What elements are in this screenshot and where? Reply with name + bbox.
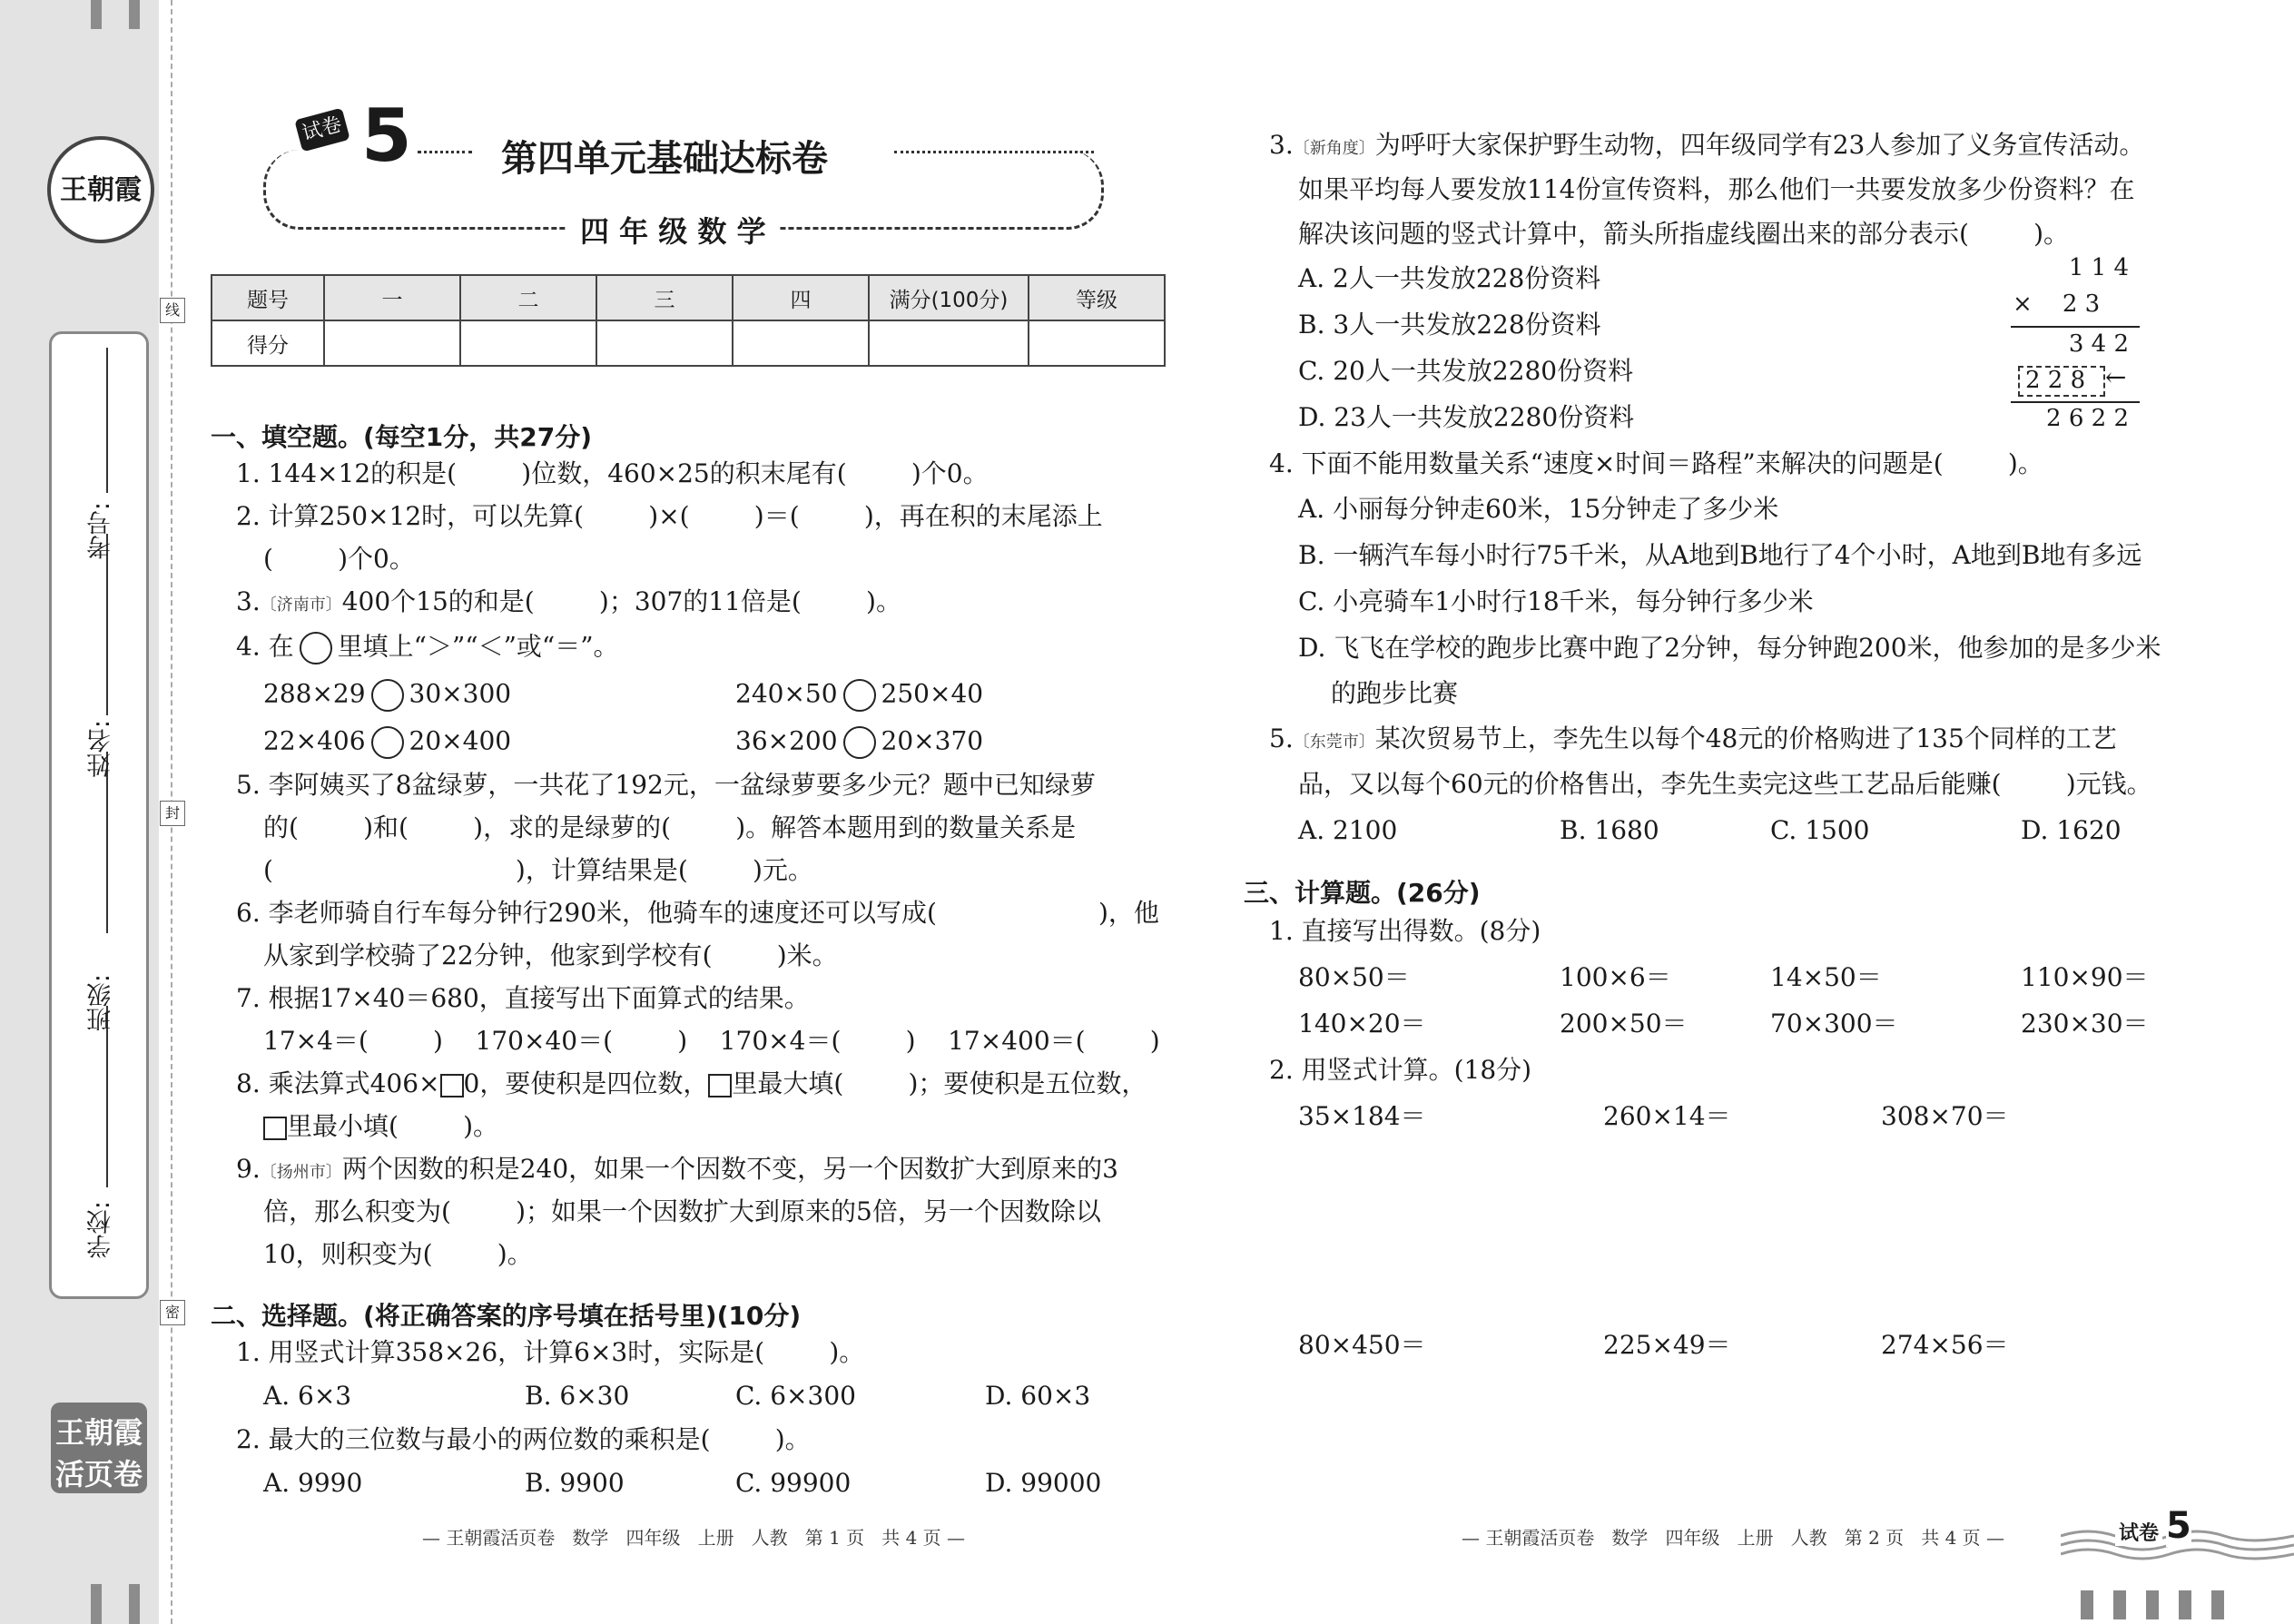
score-cell[interactable] <box>733 320 869 366</box>
option[interactable]: B. 9900 <box>525 1468 625 1498</box>
calc-item[interactable]: 110×90＝ <box>2021 962 2149 992</box>
calc-item[interactable]: 70×300＝ <box>1770 1009 1898 1038</box>
exam-no-field[interactable] <box>106 348 108 493</box>
question-text: 7. 根据17×40＝680，直接写出下面算式的结果。 <box>236 983 810 1013</box>
calc-row: 2 6 2 2 <box>2046 405 2129 432</box>
blank-square-icon[interactable] <box>708 1074 732 1097</box>
blank-square-icon[interactable] <box>440 1074 464 1097</box>
compare-item <box>263 726 511 759</box>
question-body: 里填上“＞”“＜”或“＝”。 <box>337 631 619 662</box>
paper-number: 5 <box>361 94 412 178</box>
option[interactable]: B. 一辆汽车每小时行75千米，从A地到B地行了4个小时，A地到B地有多远 <box>1298 540 2142 570</box>
title-dots <box>418 151 472 153</box>
question-text: 17×4＝( ) 170×40＝( ) 170×4＝( ) 17×400＝( ) <box>263 1026 1160 1056</box>
option[interactable]: D. 60×3 <box>985 1381 1091 1411</box>
calc-divider <box>2011 326 2140 328</box>
question-text <box>236 1068 1147 1098</box>
option[interactable]: D. 23人一共发放2280份资料 <box>1298 402 1635 432</box>
compare-circle-icon[interactable] <box>371 679 404 712</box>
calc-item[interactable]: 35×184＝ <box>1298 1101 1426 1131</box>
compare-circle-icon[interactable] <box>843 726 876 759</box>
score-header: 题号 <box>212 275 324 320</box>
option[interactable]: C. 6×300 <box>735 1381 856 1411</box>
question-text: 倍，那么积变为( )；如果一个因数扩大到原来的5倍，另一个因数除以 <box>263 1196 1101 1226</box>
question-text: ( )个0。 <box>263 544 415 574</box>
score-header: 等级 <box>1029 275 1165 320</box>
question-text: 1. 用竖式计算358×26，计算6×3时，实际是( )。 <box>236 1337 865 1367</box>
fold-mark-line: 线 <box>160 298 185 323</box>
score-cell[interactable] <box>869 320 1029 366</box>
class-field[interactable] <box>106 752 108 933</box>
question-text: 品，又以每个60元的价格售出，李先生卖完这些工艺品后能赚( )元钱。 <box>1298 769 2152 799</box>
brand-top: 王朝霞 <box>54 1415 143 1450</box>
section-1-title: 一、填空题。(每空1分，共27分) <box>211 422 593 452</box>
question-body: ( )；307的11倍是( )。 <box>524 586 901 616</box>
question-text: 6. 李老师骑自行车每分钟行290米，他骑车的速度还可以写成( )，他 <box>236 898 1159 928</box>
section-3-title: 三、计算题。(26分) <box>1244 878 1481 908</box>
option[interactable]: C. 20人一共发放2280份资料 <box>1298 356 1634 386</box>
question-text: 2. 用竖式计算。(18分) <box>1269 1055 1532 1085</box>
question-number: 9. <box>236 1154 261 1184</box>
calc-item[interactable]: 274×56＝ <box>1881 1330 2009 1360</box>
section-2-title: 二、选择题。(将正确答案的序号填在括号里)(10分) <box>211 1301 802 1331</box>
question-body: 400个15的和是 <box>341 586 525 616</box>
score-header: 三 <box>596 275 733 320</box>
score-row-label: 得分 <box>212 320 324 366</box>
calc-item[interactable]: 260×14＝ <box>1603 1101 1731 1131</box>
brand-badge <box>51 1403 147 1493</box>
fold-mark-seal: 封 <box>160 801 185 826</box>
question-body: 4. 在 <box>236 631 294 662</box>
option[interactable]: D. 飞飞在学校的跑步比赛中跑了2分钟，每分钟跑200米，他参加的是多少米 <box>1298 633 2161 663</box>
compare-circle-icon <box>300 632 332 664</box>
exam-no-label: 考号: <box>87 502 115 560</box>
question-body: 0，要使积是四位数， <box>463 1068 709 1098</box>
expr: 250×40 <box>881 678 984 709</box>
question-text: 如果平均每人要发放114份宣传资料，那么他们一共要发放多少份资料？在 <box>1298 174 2135 204</box>
calc-item[interactable]: 100×6＝ <box>1560 962 1671 992</box>
brand-bottom: 活页卷 <box>54 1457 143 1491</box>
page-title: 第四单元基础达标卷 <box>501 138 828 180</box>
score-cell[interactable] <box>1029 320 1165 366</box>
question-body: 两个因数的积是240，如果一个因数不变，另一个因数扩大到原来的3 <box>341 1154 1118 1184</box>
school-field[interactable] <box>106 1006 108 1187</box>
option[interactable]: D. 1620 <box>2021 815 2122 845</box>
calc-divider <box>2011 401 2140 403</box>
footer-right: — 王朝霞活页卷 数学 四年级 上册 人教 第 2 页 共 4 页 — <box>1462 1527 2005 1549</box>
top-bar <box>129 0 140 29</box>
logo-text: 王朝霞 <box>60 174 142 206</box>
name-label: 姓名: <box>87 720 115 778</box>
expr: 240×50 <box>735 678 838 709</box>
question-text <box>1269 130 2145 160</box>
question-body: 里最大填( )；要使积是五位数， <box>732 1068 1147 1098</box>
name-field[interactable] <box>106 534 108 715</box>
expr: 30×300 <box>409 678 512 709</box>
calc-row: 3 4 2 <box>2068 330 2129 358</box>
expr: 20×400 <box>409 725 512 756</box>
expr: 20×370 <box>881 725 984 756</box>
student-info-box <box>49 331 149 1299</box>
question-text: 5. 李阿姨买了8盆绿萝，一共花了192元，一盆绿萝要多少元？题中已知绿萝 <box>236 770 1096 800</box>
question-text <box>1269 723 2117 753</box>
class-label: 班级: <box>87 974 115 1032</box>
calc-row: × 2 3 <box>2013 290 2101 318</box>
question-text: 2. 计算250×12时，可以先算( )×( )＝( )，再在积的末尾添上 <box>236 501 1103 531</box>
source-tag: 〔新角度〕 <box>1293 139 1375 158</box>
compare-item <box>735 679 983 712</box>
left-arrow-icon: ← <box>2105 362 2127 392</box>
option[interactable]: A. 小丽每分钟走60米，15分钟走了多少米 <box>1298 494 1779 524</box>
option[interactable]: A. 2人一共发放228份资料 <box>1298 263 1601 293</box>
option[interactable]: C. 小亮骑车1小时行18千米，每分钟行多少米 <box>1298 586 1814 616</box>
question-text <box>263 1111 499 1141</box>
option[interactable]: B. 3人一共发放228份资料 <box>1298 310 1601 340</box>
expr: 22×406 <box>263 725 366 756</box>
top-bar <box>91 0 102 29</box>
blank-square-icon[interactable] <box>263 1117 287 1140</box>
compare-circle-icon[interactable] <box>843 679 876 712</box>
score-cell[interactable] <box>460 320 596 366</box>
score-cell[interactable] <box>324 320 460 366</box>
brand-seal-logo <box>47 136 154 243</box>
calc-row: 1 1 4 <box>2068 254 2129 281</box>
calc-item[interactable]: 308×70＝ <box>1881 1101 2009 1131</box>
question-text: ( )，计算结果是( )元。 <box>263 855 813 885</box>
question-body: 为呼吁大家保护野生动物，四年级同学有23人参加了义务宣传活动。 <box>1374 130 2145 160</box>
question-text: 4. 下面不能用数量关系“速度×时间＝路程”来解决的问题是( )。 <box>1269 448 2043 478</box>
school-label: 学校: <box>87 1201 115 1259</box>
footer-paper-number: 5 <box>2166 1505 2191 1547</box>
calc-item[interactable]: 230×30＝ <box>2021 1009 2149 1038</box>
fold-mark-secret: 密 <box>160 1300 185 1325</box>
title-dots <box>894 151 1094 153</box>
option[interactable]: A. 2100 <box>1298 815 1398 845</box>
question-body: 里最小填( )。 <box>287 1111 499 1141</box>
vertical-calculation <box>2011 256 2147 438</box>
question-number: 3. <box>1269 130 1294 160</box>
option[interactable]: A. 6×3 <box>263 1381 352 1411</box>
score-header: 四 <box>733 275 869 320</box>
option[interactable]: B. 1680 <box>1560 815 1659 845</box>
question-text: 1. 144×12的积是( )位数，460×25的积末尾有( )个0。 <box>236 458 989 488</box>
question-number: 5. <box>1269 723 1294 753</box>
score-cell[interactable] <box>596 320 733 366</box>
question-body: 8. 乘法算式406× <box>236 1068 440 1098</box>
question-text <box>236 586 901 616</box>
source-tag: 〔济南市〕 <box>260 595 342 615</box>
question-text: 10，则积变为( )。 <box>263 1239 533 1269</box>
option[interactable]: D. 99000 <box>985 1468 1102 1498</box>
footer-left: — 王朝霞活页卷 数学 四年级 上册 人教 第 1 页 共 4 页 — <box>422 1527 966 1549</box>
question-text <box>236 1156 1118 1182</box>
calc-item[interactable]: 80×450＝ <box>1298 1330 1426 1360</box>
footer-paper-tag: 试卷 <box>2115 1518 2162 1546</box>
calc-row: 2 2 8 <box>2025 367 2086 394</box>
question-text <box>236 632 619 664</box>
bottom-bar <box>91 1584 102 1624</box>
option[interactable]: C. 1500 <box>1770 815 1870 845</box>
calc-item[interactable]: 200×50＝ <box>1560 1009 1688 1038</box>
question-text: 1. 直接写出得数。(8分) <box>1269 916 1541 946</box>
score-header: 满分(100分) <box>869 275 1029 320</box>
calc-item[interactable]: 14×50＝ <box>1770 962 1882 992</box>
compare-item <box>263 679 511 712</box>
option: 的跑步比赛 <box>1331 678 1459 708</box>
option[interactable]: A. 9990 <box>263 1468 363 1498</box>
paper-tag: 试卷 <box>294 108 350 153</box>
score-header: 二 <box>460 275 596 320</box>
question-text: 从家到学校骑了22分钟，他家到学校有( )米。 <box>263 940 838 970</box>
calc-item[interactable]: 140×20＝ <box>1298 1009 1426 1038</box>
option[interactable]: C. 99900 <box>735 1468 852 1498</box>
calc-item[interactable]: 80×50＝ <box>1298 962 1410 992</box>
question-text: 2. 最大的三位数与最小的两位数的乘积是( )。 <box>236 1424 811 1454</box>
source-tag: 〔扬州市〕 <box>260 1163 342 1182</box>
expr: 36×200 <box>735 725 838 756</box>
calc-item[interactable]: 225×49＝ <box>1603 1330 1731 1360</box>
compare-item <box>735 726 983 759</box>
compare-circle-icon[interactable] <box>371 726 404 759</box>
score-header: 一 <box>324 275 460 320</box>
option[interactable]: B. 6×30 <box>525 1381 630 1411</box>
expr: 288×29 <box>263 678 366 709</box>
score-table <box>211 274 1166 367</box>
bottom-bar <box>129 1584 140 1624</box>
question-text: 的( )和( )，求的是绿萝的( )。解答本题用到的数量关系是 <box>263 812 1077 842</box>
question-text: 解决该问题的竖式计算中，箭头所指虚线圈出来的部分表示( )。 <box>1298 219 2070 249</box>
page-subtitle: 四 年 级 数 学 <box>567 209 779 251</box>
source-tag: 〔东莞市〕 <box>1293 733 1375 752</box>
question-body: 某次贸易节上，李先生以每个48元的价格购进了135个同样的工艺 <box>1374 723 2117 753</box>
question-number: 3. <box>236 586 261 616</box>
